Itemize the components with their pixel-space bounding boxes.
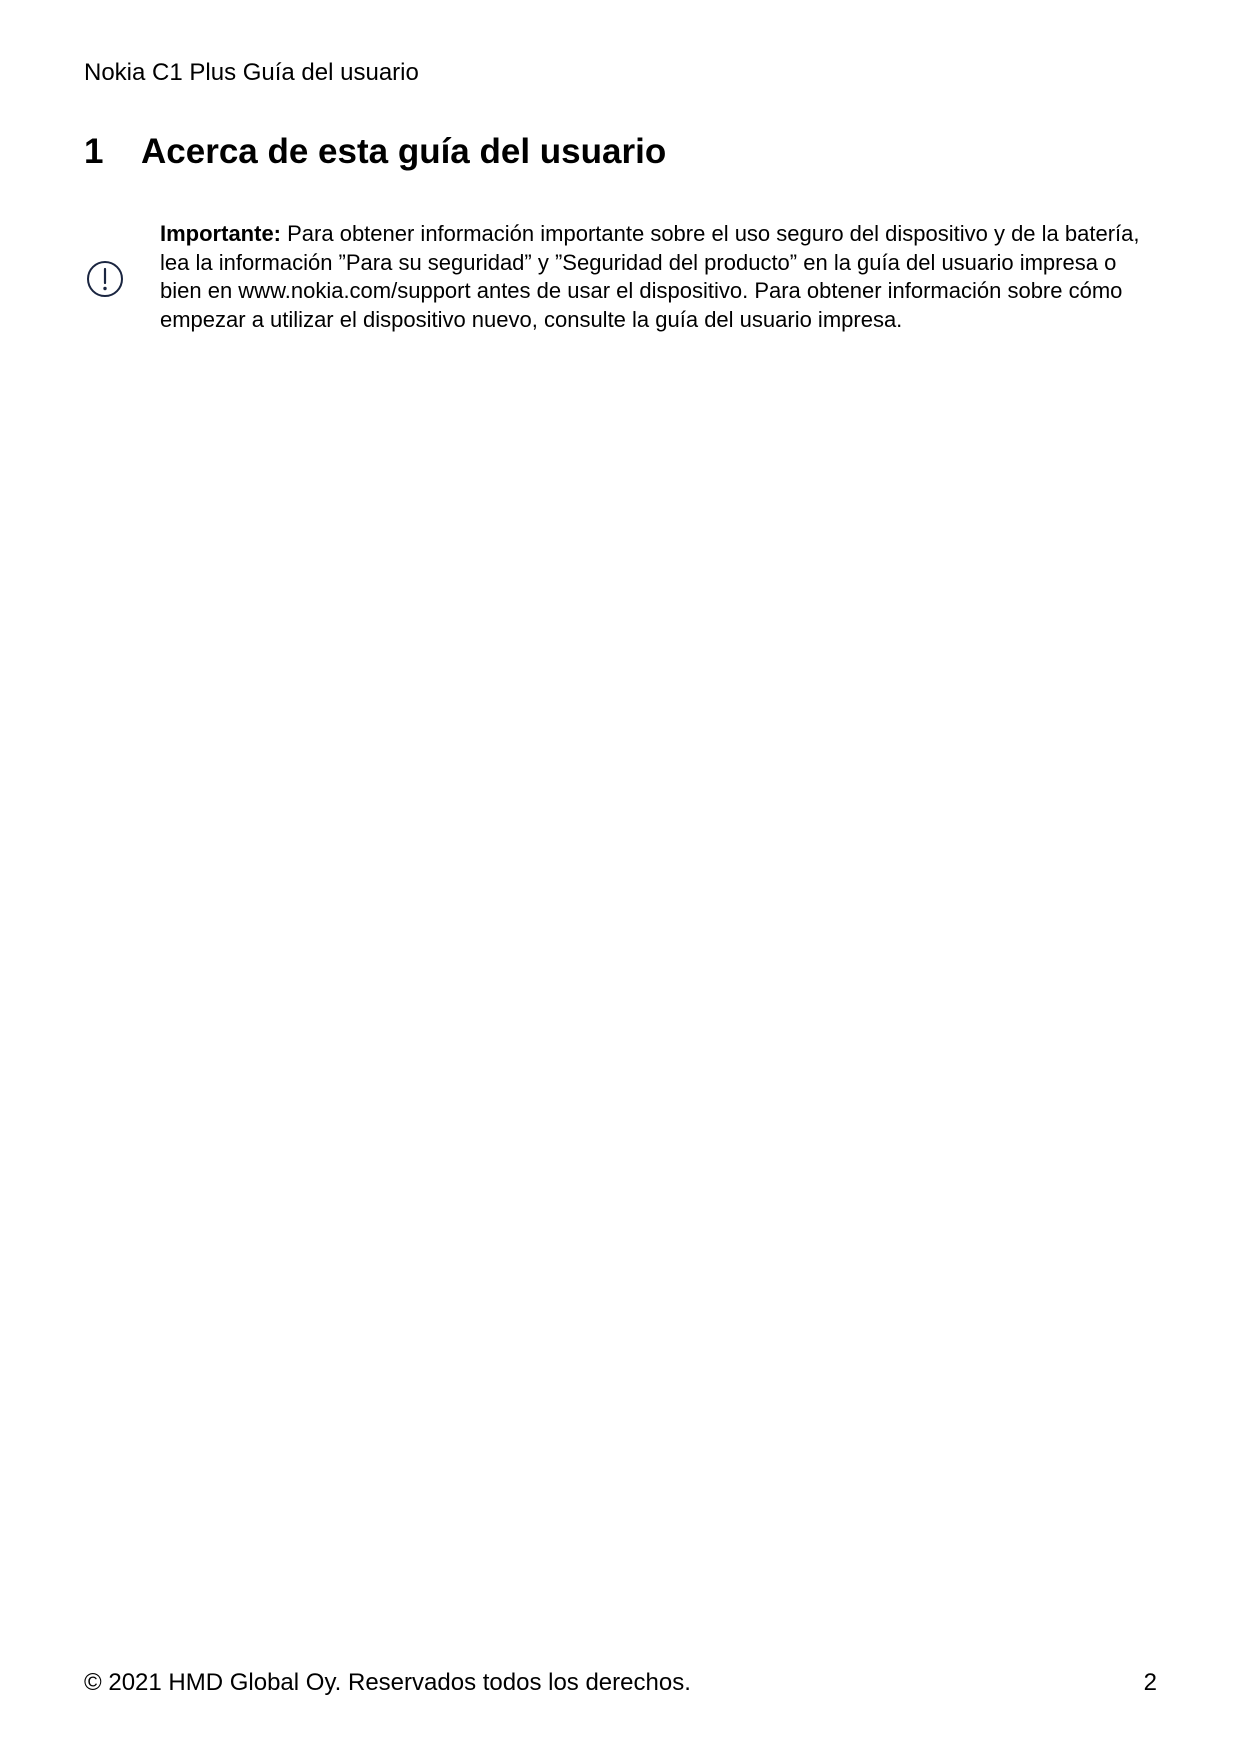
exclamation-circle-icon [86,260,124,298]
notice-text [160,220,1160,334]
copyright-notice: © 2021 HMD Global Oy. Reservados todos los derechos. [84,1669,691,1696]
section-number: 1 [84,132,104,171]
notice-label: Importante: [160,221,281,246]
page-footer [84,1668,1157,1698]
section-title: Acerca de esta guía del usuario [141,132,667,171]
notice-body: Para obtener información importante sobre el uso seguro del dispositivo y de la batería, lea la información ”Para su seguridad” y ”Seguridad del producto” en la guía del usuario impresa o bien en www.nokia.com/support antes de usar el dispositivo. Para obtener información sobre cómo empezar a utilizar el dispositivo nuevo, consulte la guía del usuario impresa. [160,221,1140,332]
page-number: 2 [1143,1669,1157,1696]
section-heading [84,130,666,174]
running-header: Nokia C1 Plus Guía del usuario [84,59,419,86]
